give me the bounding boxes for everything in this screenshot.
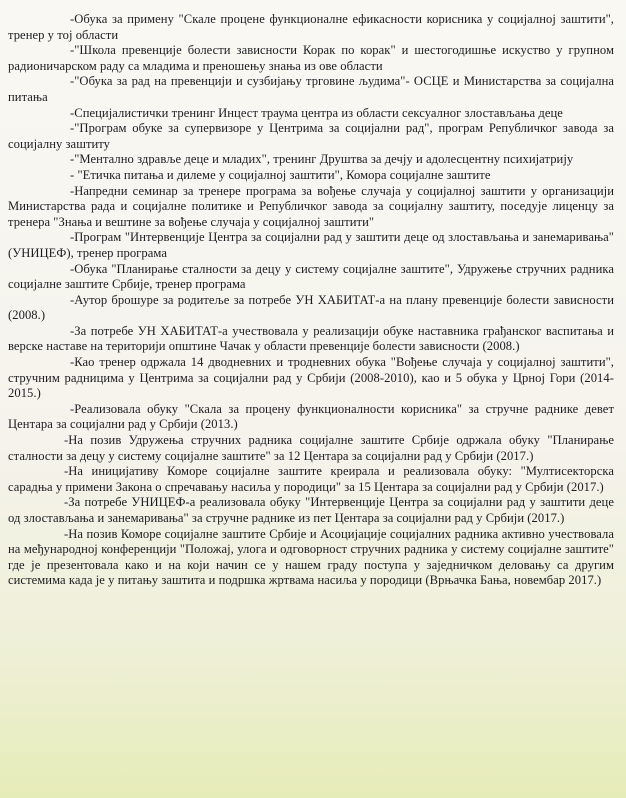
list-item: -На позив Удружења стручних радника социјалне заштите Србије одржала обуку "Планирање сталности за децу у систему социјалне заштите" за 12 Центара за социјални рад у Србији (2017.) <box>8 433 614 463</box>
list-item: - "Етичка питања и дилеме у социјалној заштити", Комора социјалне заштите <box>70 167 491 182</box>
list-item: -Програм "Интервенције Центра за социјални рад у заштити деце од злостављања и занемаривања" (УНИЦЕФ), тренер програма <box>8 230 614 260</box>
document-body <box>8 12 614 589</box>
list-item: -Специјалистички тренинг Инцест траума центра из области сексуалног злостављања деце <box>70 105 563 120</box>
list-item: -"Обука за рад на превенцији и сузбијању трговине људима"- ОСЦЕ и Министарства за социјална питања <box>8 74 614 104</box>
list-item: -Обука "Планирање сталности за децу у систему социјалне заштите", Удружење стручних радника социјалне заштите Србије, тренер програма <box>8 261 614 292</box>
list-item: -На позив Коморе социјалне заштите Србије и Асоцијације социјалних радника активно учествовала на међународној конференцији "Положај, улога и одговорност стручних радника у систему социјалне заштите" где је презентовала како и на који начин се у нашем граду поступа у заједничком деловању са другим системима када је у питању заштита и подршка жртвама насиља у породици (Врњачка Бања, новембар 2017.) <box>8 526 614 588</box>
list-item: -За потребе УНИЦЕФ-а реализовала обуку "Интервенције Центра за социјални рад у заштити деце од злостављања и занемаривања" за стручне раднике из пет Центара за социјални рад у Србији (2017.) <box>8 495 614 525</box>
list-item: -На иницијативу Коморе социјалне заштите креирала и реализовала обуку: "Мултисекторска сарадња у примени Закона о спречавању насиља у породици" за 15 Центара за социјални рад у Србији (2017.) <box>8 464 614 494</box>
list-item: -За потребе УН ХАБИТАТ-а учествовала у реализацији обуке наставника грађанског васпитања и верске наставе на територији општине Чачак у области превенције болести зависности (2008.) <box>8 323 614 354</box>
list-item: -Реализовала обуку "Скала за процену функционалности корисника" за стручне раднике девет Центара за социјални рад у Србији (2013.) <box>8 401 614 432</box>
list-item: -Као тренер одржала 14 дводневних и тродневних обука "Вођење случаја у социјалној заштити", стручним радницима у Центрима за социјални рад у Србији (2008-2010), као и 5 обука у Црној Гори (2014-2015.) <box>8 355 614 401</box>
list-item: -Обука за примену "Скале процене функционалне ефикасности корисника у социјалној заштити", тренер у тој области <box>8 12 614 42</box>
list-item: -"Програм обуке за супервизоре у Центрима за социјални рад", програм Републичког завода за социјалну заштиту <box>8 121 614 151</box>
list-item: -"Школа превенције болести зависности Корак по корак" и шестогодишње искуство у групном радионичарском раду са младима и преношењу знања из ове области <box>8 43 614 73</box>
list-item: -"Ментално здравље деце и младих", тренинг Друштва за дечју и адолесцентну психијатрију <box>70 152 574 167</box>
list-item: -Напредни семинар за тренере програма за вођење случаја у социјалној заштити у организацији Министарства рада и социјалне политике и Републичког завода за социјалну заштиту, поседује лиценцу за тренера "Знања и вештине за вођење случаја у социјалној заштити" <box>8 183 614 229</box>
list-item: -Аутор брошуре за родитеље за потребе УН ХАБИТАТ-а на плану превенције болести зависности (2008.) <box>8 292 614 323</box>
